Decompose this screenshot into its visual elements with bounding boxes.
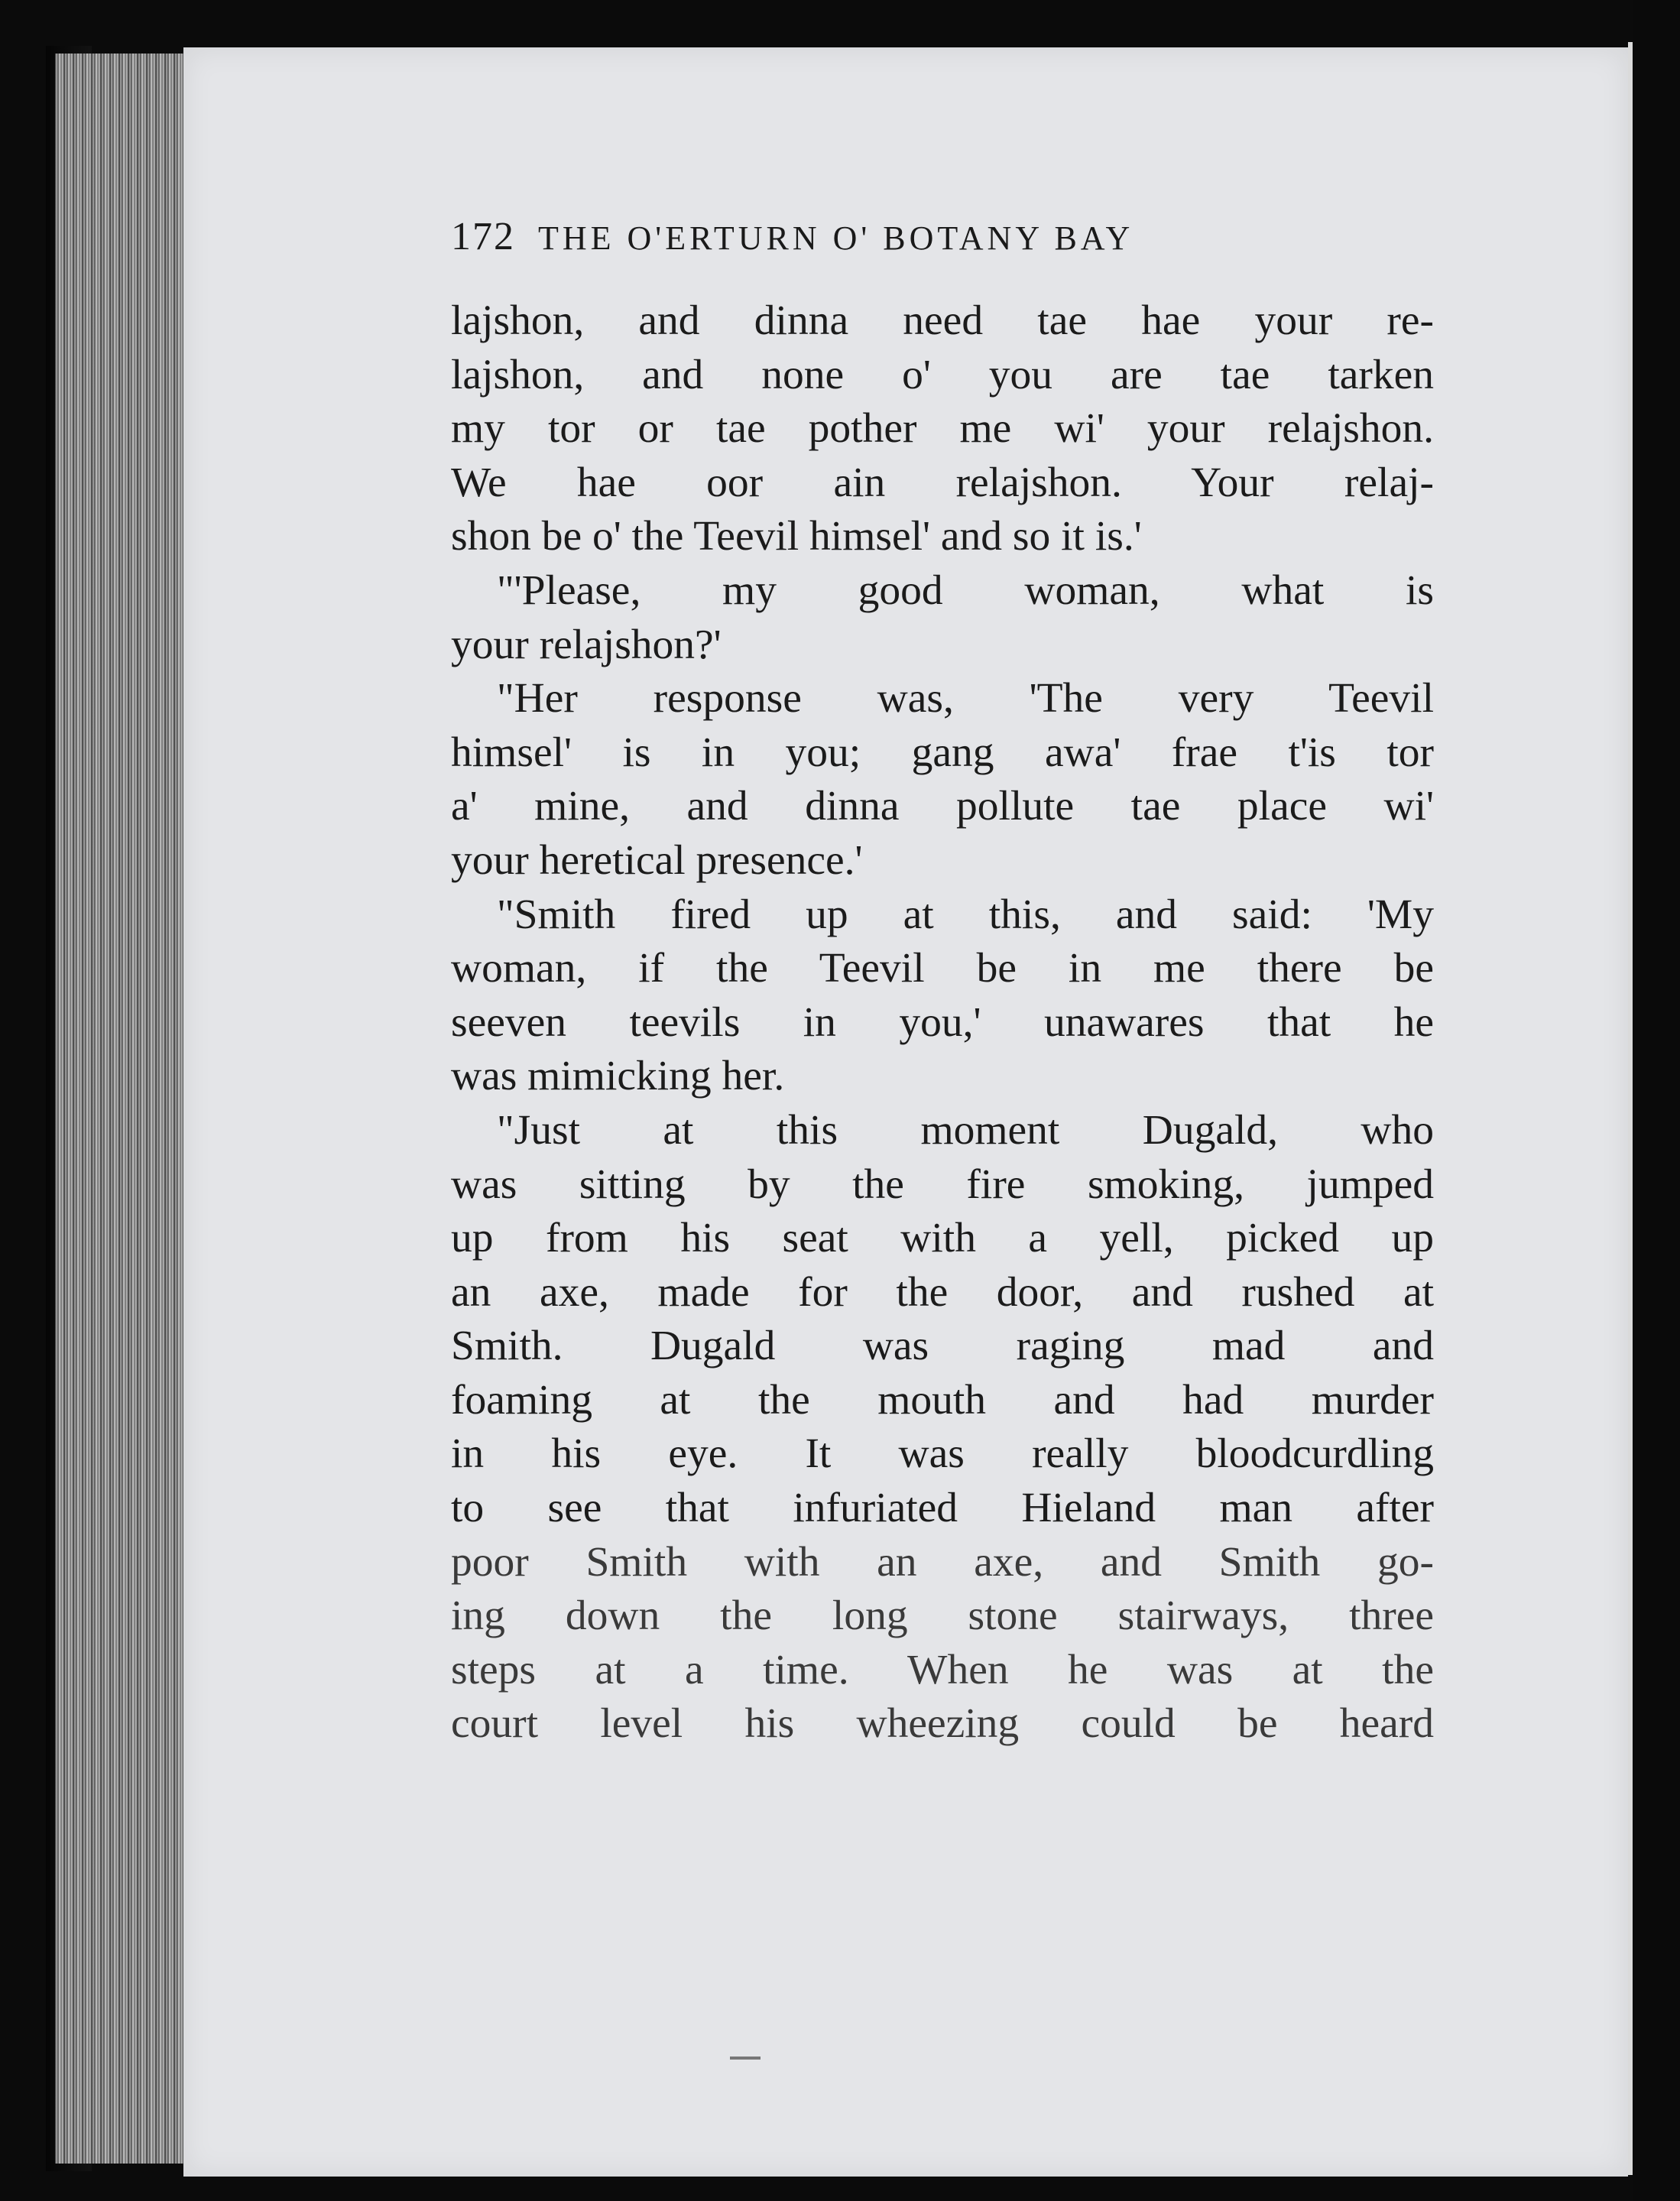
bottom-mark bbox=[730, 2057, 761, 2060]
text-line: "Her response was, 'The very Teevil bbox=[497, 675, 1434, 722]
text-line: poor Smith with an axe, and Smith go- bbox=[451, 1538, 1434, 1586]
body-text bbox=[451, 294, 1434, 1751]
text-line: in his eye. It was really bloodcurdling bbox=[451, 1430, 1434, 1478]
right-frame bbox=[1633, 0, 1680, 2201]
text-line: court level his wheezing could be heard bbox=[451, 1700, 1434, 1748]
running-title: THE O'ERTURN O' BOTANY BAY bbox=[538, 219, 1134, 257]
text-line: my tor or tae pother me wi' your relajshon. bbox=[451, 405, 1434, 453]
text-line: "'Please, my good woman, what is bbox=[497, 566, 1434, 614]
right-page-edge bbox=[1628, 42, 1633, 2175]
text-line: woman, if the Teevil be in me there be bbox=[451, 945, 1434, 992]
text-line: was mimicking her. bbox=[451, 1053, 785, 1100]
text-line: your relajshon?' bbox=[451, 621, 722, 668]
page-edges bbox=[55, 54, 185, 2164]
page-number: 172 bbox=[451, 215, 515, 258]
text-line: your heretical presence.' bbox=[451, 836, 863, 884]
text-line: a' mine, and dinna pollute tae place wi' bbox=[451, 783, 1434, 830]
text-line: foaming at the mouth and had murder bbox=[451, 1376, 1434, 1424]
running-head bbox=[451, 214, 1434, 260]
text-line: steps at a time. When he was at the bbox=[451, 1646, 1434, 1693]
text-line: "Just at this moment Dugald, who bbox=[497, 1106, 1434, 1154]
text-line: seeven teevils in you,' unawares that he bbox=[451, 998, 1434, 1046]
text-line: shon be o' the Teevil himsel' and so it is.' bbox=[451, 513, 1142, 560]
text-line: to see that infuriated Hieland man after bbox=[451, 1485, 1434, 1532]
text-line: up from his seat with a yell, picked up bbox=[451, 1215, 1434, 1262]
text-line: himsel' is in you; gang awa' frae t'is tor bbox=[451, 729, 1434, 776]
text-line: "Smith fired up at this, and said: 'My bbox=[497, 891, 1434, 938]
text-line: ing down the long stone stairways, three bbox=[451, 1592, 1434, 1640]
text-line: We hae oor ain relajshon. Your relaj- bbox=[451, 459, 1434, 506]
text-line: an axe, made for the door, and rushed at bbox=[451, 1268, 1434, 1316]
text-line: lajshon, and none o' you are tae tarken bbox=[451, 351, 1434, 398]
text-line: was sitting by the fire smoking, jumped bbox=[451, 1161, 1434, 1208]
text-line: lajshon, and dinna need tae hae your re- bbox=[451, 297, 1434, 344]
text-line: Smith. Dugald was raging mad and bbox=[451, 1323, 1434, 1370]
